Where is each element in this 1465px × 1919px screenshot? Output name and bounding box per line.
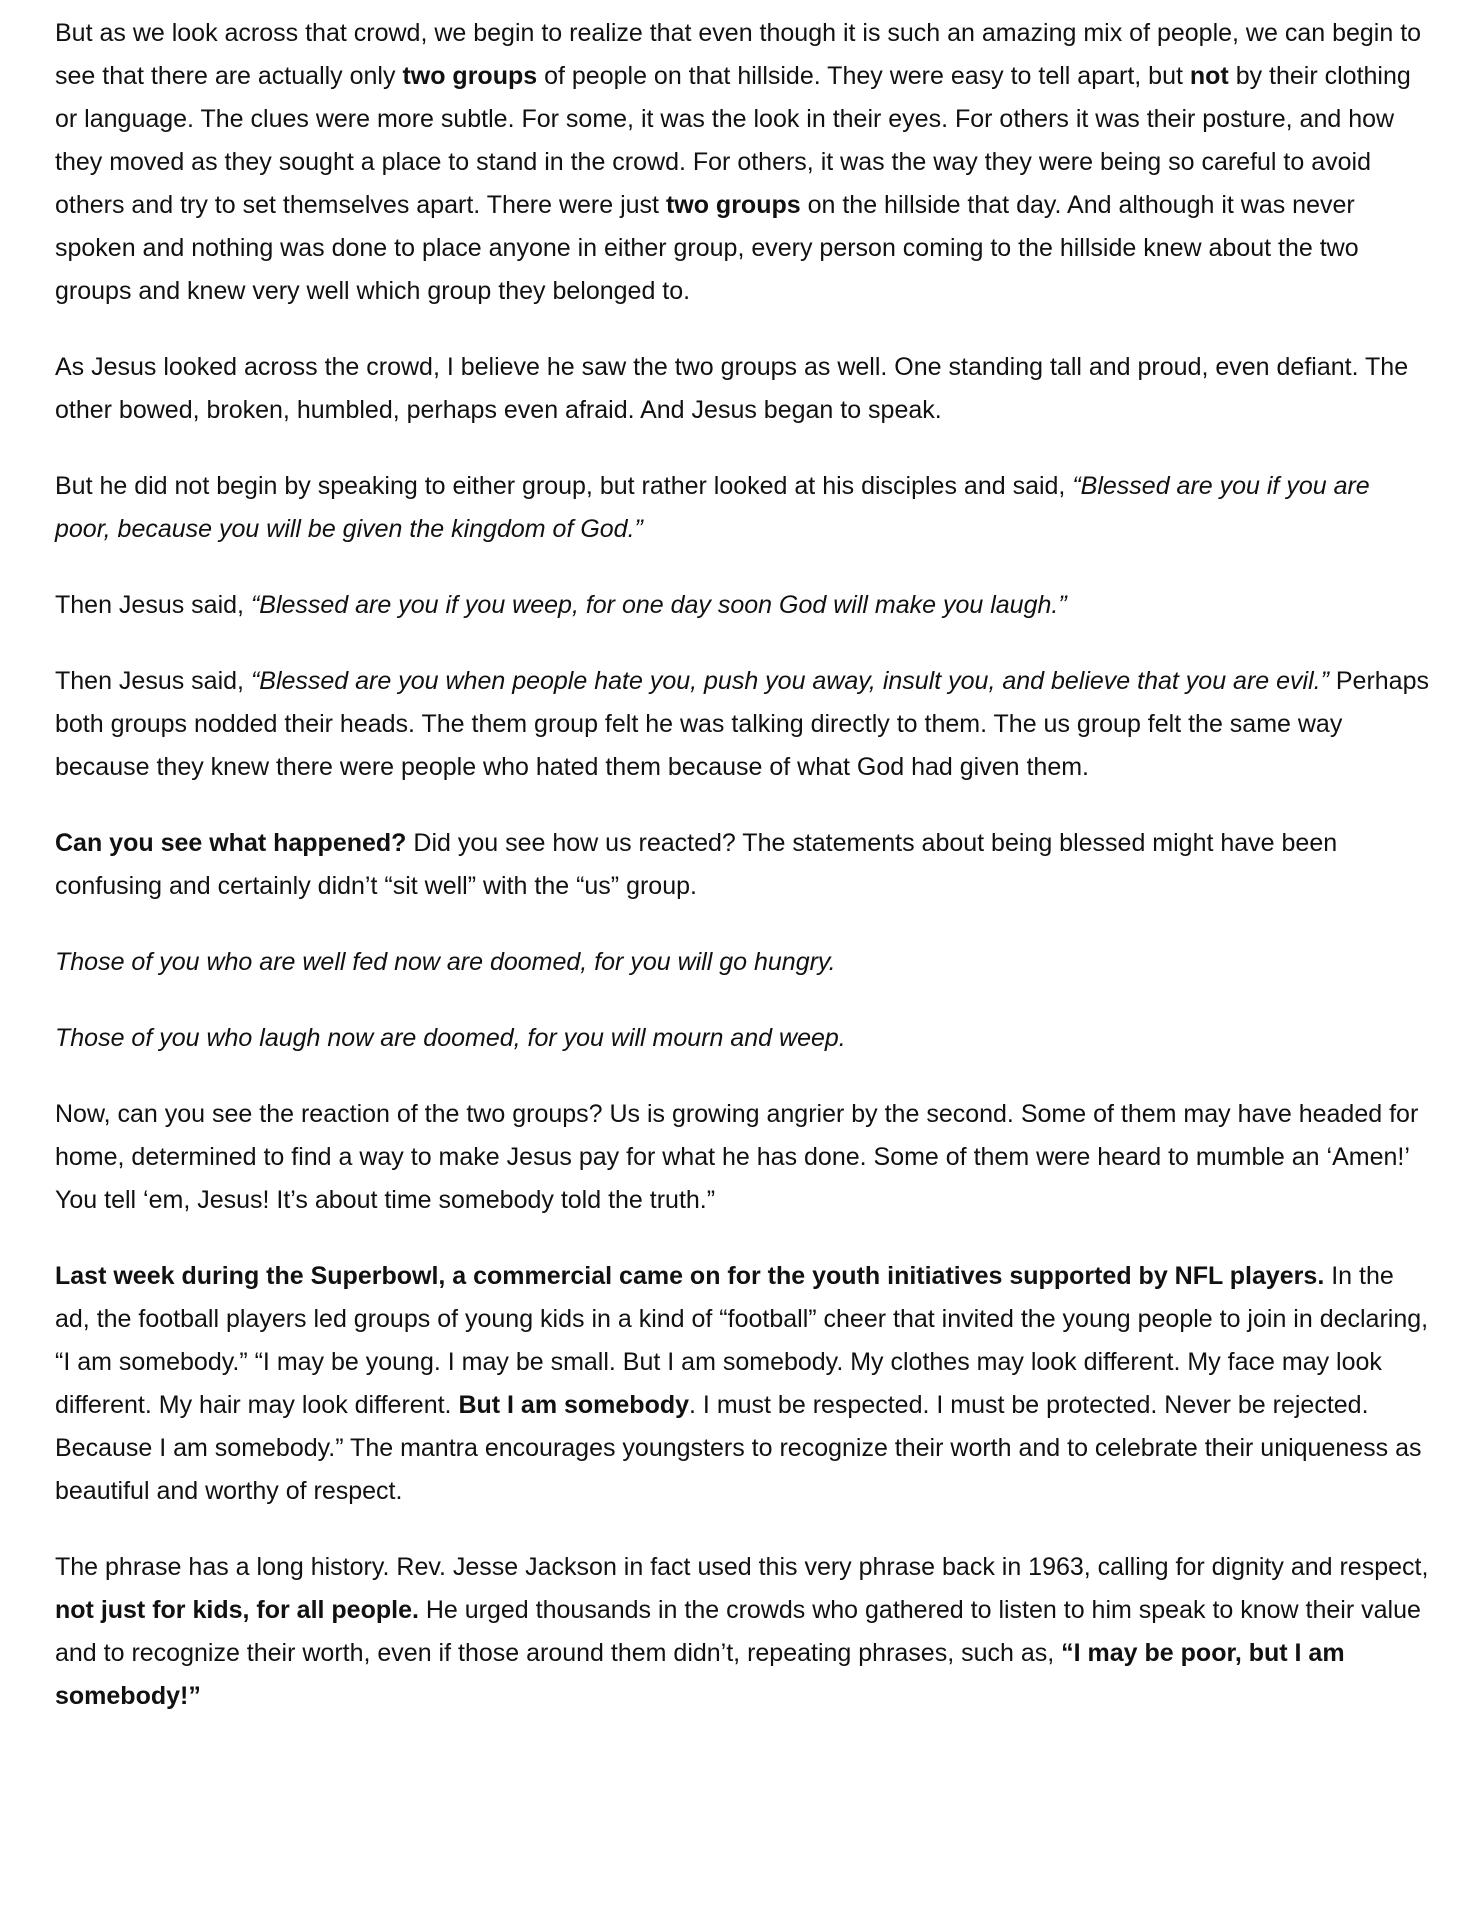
paragraph-3 bbox=[55, 465, 1430, 551]
bold-text: two groups bbox=[665, 191, 801, 219]
italic-text: Those of you who are well fed now are doomed, for you will go hungry. bbox=[55, 948, 836, 976]
italic-text: Those of you who laugh now are doomed, for you will mourn and weep. bbox=[55, 1024, 846, 1052]
italic-text: “Blessed are you if you are poor, because you will be given the kingdom of God.” bbox=[55, 472, 1370, 543]
body-text: The phrase has a long history. Rev. Jesse Jackson in fact used this very phrase back in 1963, calling for dignity and respect, bbox=[55, 1553, 1429, 1581]
body-text: Perhaps both groups nodded their heads. The them group felt he was talking directly to them. The us group felt the same way because they knew there were people who hated them because of what God had given them. bbox=[55, 667, 1429, 781]
body-text: Did you see how us reacted? The statements about being blessed might have been confusing and certainly didn’t “sit well” with the “us” group. bbox=[55, 829, 1338, 900]
document-page bbox=[55, 12, 1430, 1751]
paragraph-1 bbox=[55, 12, 1430, 313]
body-text: Then Jesus said, bbox=[55, 667, 251, 695]
bold-text: But I am somebody bbox=[458, 1391, 690, 1419]
body-text: In the ad, the football players led groups of young kids in a kind of “football” cheer that invited the young people to join in declaring, “I am somebody.” “I may be young. I may be small. But I am somebody. My clothes may look different. My face may look different. My hair may look different. bbox=[55, 1262, 1429, 1419]
bold-text: two groups bbox=[402, 62, 538, 90]
body-text: . I must be respected. I must be protected. Never be rejected. Because I am somebody.” The mantra encourages youngsters to recognize their worth and to celebrate their uniqueness as beautiful and worthy of respect. bbox=[55, 1391, 1422, 1505]
body-text: He urged thousands in the crowds who gathered to listen to him speak to know their value and to recognize their worth, even if those around them didn’t, repeating phrases, such as, bbox=[55, 1596, 1421, 1667]
body-text: As Jesus looked across the crowd, I believe he saw the two groups as well. One standing tall and proud, even defiant. The other bowed, broken, humbled, perhaps even afraid. And Jesus began to speak. bbox=[55, 353, 1409, 424]
paragraph-6 bbox=[55, 822, 1430, 908]
paragraph-5 bbox=[55, 660, 1430, 789]
bold-text: not just for kids, for all people. bbox=[55, 1596, 419, 1624]
paragraph-11 bbox=[55, 1546, 1430, 1718]
italic-text: “Blessed are you when people hate you, push you away, insult you, and believe that you are evil.” bbox=[250, 667, 1329, 695]
body-text: on the hillside that day. And although it was never spoken and nothing was done to place anyone in either group, every person coming to the hillside knew about the two groups and knew very well which group they belonged to. bbox=[55, 191, 1359, 305]
body-text: of people on that hillside. They were easy to tell apart, but bbox=[537, 62, 1190, 90]
body-text: Then Jesus said, bbox=[55, 591, 251, 619]
paragraph-4 bbox=[55, 584, 1430, 627]
paragraph-10 bbox=[55, 1255, 1430, 1513]
bold-text: “I may be poor, but I am somebody!” bbox=[55, 1639, 1345, 1710]
body-text: Now, can you see the reaction of the two groups? Us is growing angrier by the second. Some of them may have headed for home, determined to find a way to make Jesus pay for what he has done. Some of them were heard to mumble an ‘Amen!’ You tell ‘em, Jesus! It’s about time somebody told the truth.” bbox=[55, 1100, 1419, 1214]
body-text: by their clothing or language. The clues were more subtle. For some, it was the look in their eyes. For others it was their posture, and how they moved as they sought a place to stand in the crowd. For others, it was the way they were being so careful to avoid others and try to set themselves apart. There were just bbox=[55, 62, 1411, 219]
paragraph-9 bbox=[55, 1093, 1430, 1222]
bold-text: Last week during the Superbowl, a commercial came on for the youth initiatives supported by NFL players. bbox=[55, 1262, 1325, 1290]
paragraph-7 bbox=[55, 941, 1430, 984]
bold-text: not bbox=[1189, 62, 1229, 90]
italic-text: “Blessed are you if you weep, for one day soon God will make you laugh.” bbox=[250, 591, 1067, 619]
body-text: But he did not begin by speaking to either group, but rather looked at his disciples and said, bbox=[55, 472, 1073, 500]
body-text: But as we look across that crowd, we begin to realize that even though it is such an amazing mix of people, we can begin to see that there are actually only bbox=[55, 19, 1422, 90]
bold-text: Can you see what happened? bbox=[55, 829, 407, 857]
paragraph-8 bbox=[55, 1017, 1430, 1060]
paragraph-2 bbox=[55, 346, 1430, 432]
